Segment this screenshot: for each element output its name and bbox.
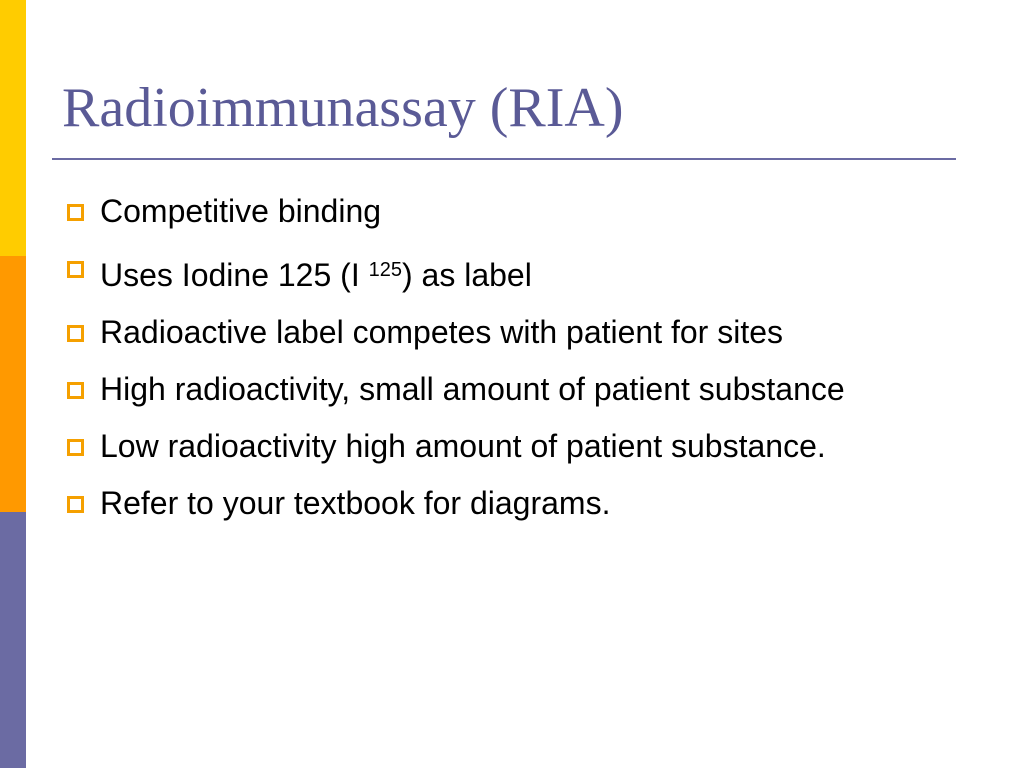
bullet-text: Radioactive label competes with patient for sites xyxy=(100,313,784,350)
bullet-text: Refer to your textbook for diagrams. xyxy=(100,484,611,521)
bullet-item-label-competes xyxy=(62,309,982,355)
bullet-list xyxy=(62,188,982,537)
square-bullet-icon xyxy=(67,204,84,221)
bullet-text: Low radioactivity high amount of patient substance. xyxy=(100,427,826,464)
side-accent-bar xyxy=(0,0,26,768)
bullet-text-before: Uses Iodine 125 (I xyxy=(100,256,369,293)
bullet-item-iodine-label xyxy=(62,245,982,298)
square-bullet-icon xyxy=(67,496,84,513)
bullet-item-competitive-binding xyxy=(62,188,982,234)
bullet-text-after: ) as label xyxy=(401,256,532,293)
isotope-superscript: 125 xyxy=(368,259,402,281)
bullet-item-high-radioactivity xyxy=(62,366,982,412)
bullet-text: Competitive binding xyxy=(100,193,382,229)
square-bullet-icon xyxy=(67,261,84,278)
bullet-text: High radioactivity, small amount of patient substance xyxy=(100,370,845,407)
bullet-item-refer-textbook xyxy=(62,480,982,526)
square-bullet-icon xyxy=(67,382,84,399)
square-bullet-icon xyxy=(67,439,84,456)
bullet-text xyxy=(100,257,532,293)
side-bar-yellow-segment xyxy=(0,0,26,256)
square-bullet-icon xyxy=(67,325,84,342)
title-divider xyxy=(52,158,956,160)
side-bar-purple-segment xyxy=(0,512,26,768)
side-bar-orange-segment xyxy=(0,256,26,512)
bullet-item-low-radioactivity xyxy=(62,423,982,469)
slide-title: Radioimmunassay (RIA) xyxy=(62,77,624,139)
